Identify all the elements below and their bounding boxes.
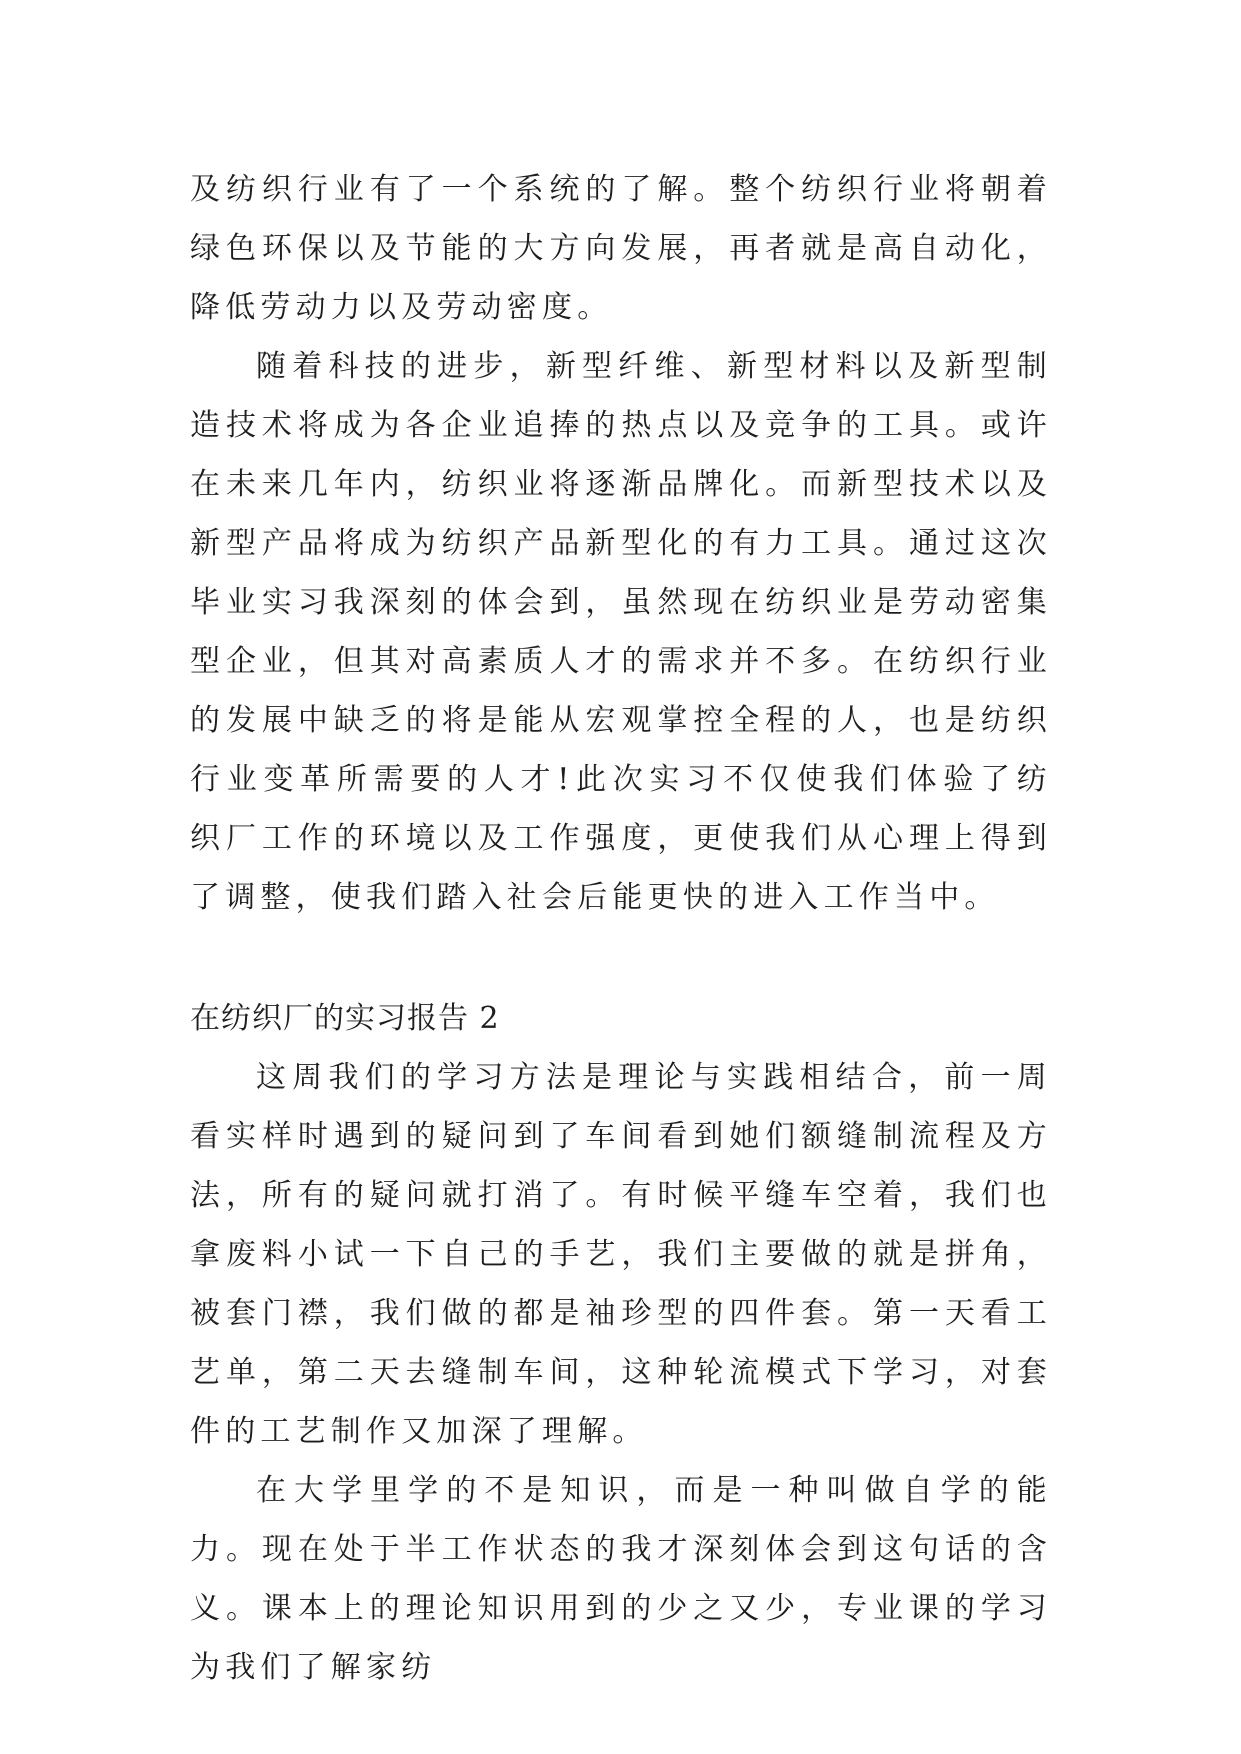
paragraph-continuation: 及纺织行业有了一个系统的了解。整个纺织行业将朝着绿色环保以及节能的大方向发展，再者就是高自动化，降低劳动力以及劳动密度。 xyxy=(190,172,1052,325)
paragraph-university-learning: 在大学里学的不是知识，而是一种叫做自学的能力。现在处于半工作状态的我才深刻体会到这句话的含义。课本上的理论知识用到的少之又少，专业课的学习为我们了解家纺 xyxy=(190,1473,1052,1685)
paragraph-technology-progress: 随着科技的进步，新型纤维、新型材料以及新型制造技术将成为各企业追捧的热点以及竞争的工具。或许在未来几年内，纺织业将逐渐品牌化。而新型技术以及新型产品将成为纺织产品新型化的有力工具。通过这次毕业实习我深刻的体会到，虽然现在纺织业是劳动密集型企业，但其对高素质人才的需求并不多。在纺织行业的发展中缺乏的将是能从宏观掌控全程的人，也是纺织行业变革所需要的人才!此次实习不仅使我们体验了纺织厂工作的环境以及工作强度，更使我们从心理上得到了调整，使我们踏入社会后能更快的进入工作当中。 xyxy=(190,349,1052,915)
paragraph-study-method: 这周我们的学习方法是理论与实践相结合，前一周看实样时遇到的疑问到了车间看到她们额缝制流程及方法，所有的疑问就打消了。有时候平缝车空着，我们也拿废料小试一下自己的手艺，我们主要做的就是拼角，被套门襟，我们做的都是袖珍型的四件套。第一天看工艺单，第二天去缝制车间，这种轮流模式下学习，对套件的工艺制作又加深了理解。 xyxy=(190,1060,1052,1449)
section-title: 在纺织厂的实习报告 2 xyxy=(190,1001,500,1036)
document-body xyxy=(190,160,1052,1697)
